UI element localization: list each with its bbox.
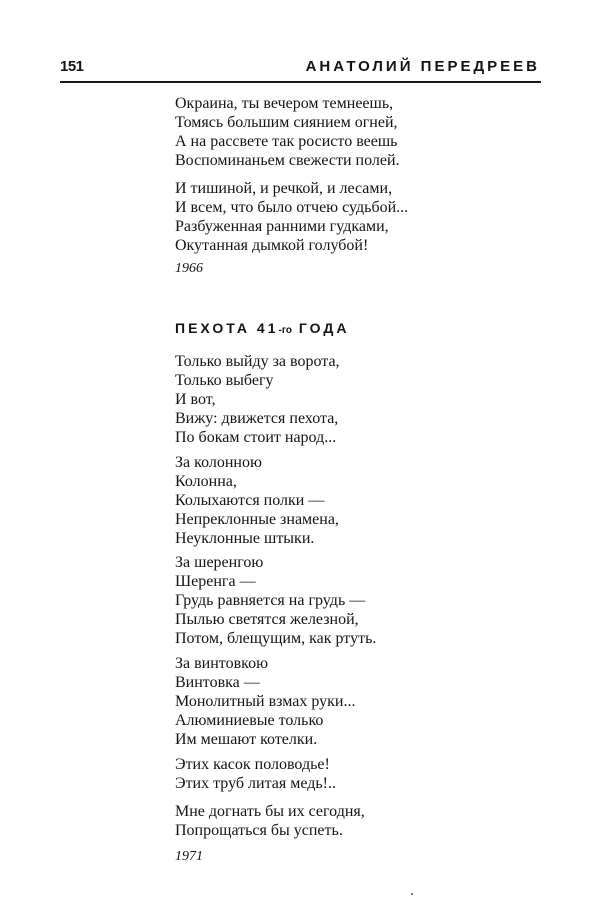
poem-line: Окутанная дымкой голубой!: [175, 237, 369, 254]
poem-line: Шеренга —: [175, 573, 256, 590]
poem-line: Грудь равняется на грудь —: [175, 592, 366, 609]
poem-line: Непреклонные знамена,: [175, 511, 339, 528]
poem-line: Неуклонные штыки.: [175, 530, 315, 547]
poem-line: Попрощаться бы успеть.: [175, 822, 343, 839]
header-rule: [60, 81, 541, 83]
poem-line: Только выбегу: [175, 372, 274, 389]
poem-line: Этих касок половодье!: [175, 756, 330, 773]
poem-line: И всем, что было отчею судьбой...: [175, 199, 409, 216]
poem-date: 1971: [175, 849, 203, 864]
poem-line: Им мешают котелки.: [175, 731, 318, 748]
poem-line: Мне догнать бы их сегодня,: [175, 803, 365, 820]
running-head-author: АНАТОЛИЙ ПЕРЕДРЕЕВ: [305, 58, 540, 75]
poem-line: За винтовкою: [175, 655, 269, 672]
poem-line: По бокам стоит народ...: [175, 429, 337, 446]
poem-line: Колонна,: [175, 473, 237, 490]
poem-line: За колонною: [175, 454, 262, 471]
poem-line: Воспоминаньем свежести полей.: [175, 152, 400, 169]
poem-date: 1966: [175, 261, 203, 276]
poem-line: И вот,: [175, 391, 216, 408]
poem-line: Вижу: движется пехота,: [175, 410, 339, 427]
poem-line: Окраина, ты вечером темнеешь,: [175, 95, 394, 112]
poem-line: А на рассвете так росисто веешь: [175, 133, 398, 150]
poem-line: Колыхаются полки —: [175, 492, 325, 509]
poem-line: Алюминиевые только: [175, 712, 324, 729]
poem-line: Пылью светятся железной,: [175, 611, 359, 628]
poem-line: И тишиной, и речкой, и лесами,: [175, 180, 393, 197]
poem-line: Этих труб литая медь!..: [175, 775, 336, 792]
page-number: 151: [60, 58, 84, 75]
poem-line: Только выйду за ворота,: [175, 353, 340, 370]
poem-line: Потом, блещущим, как ртуть.: [175, 630, 377, 647]
poem-line: Монолитный взмах руки...: [175, 693, 356, 710]
print-speck: [411, 893, 413, 895]
poem-line: Разбуженная ранними гудками,: [175, 218, 389, 235]
poem-line: За шеренгою: [175, 554, 264, 571]
poem-title: ПЕХОТА 41-го ГОДА: [175, 320, 350, 336]
poem-line: Винтовка —: [175, 674, 260, 691]
poem-line: Томясь большим сиянием огней,: [175, 114, 398, 131]
